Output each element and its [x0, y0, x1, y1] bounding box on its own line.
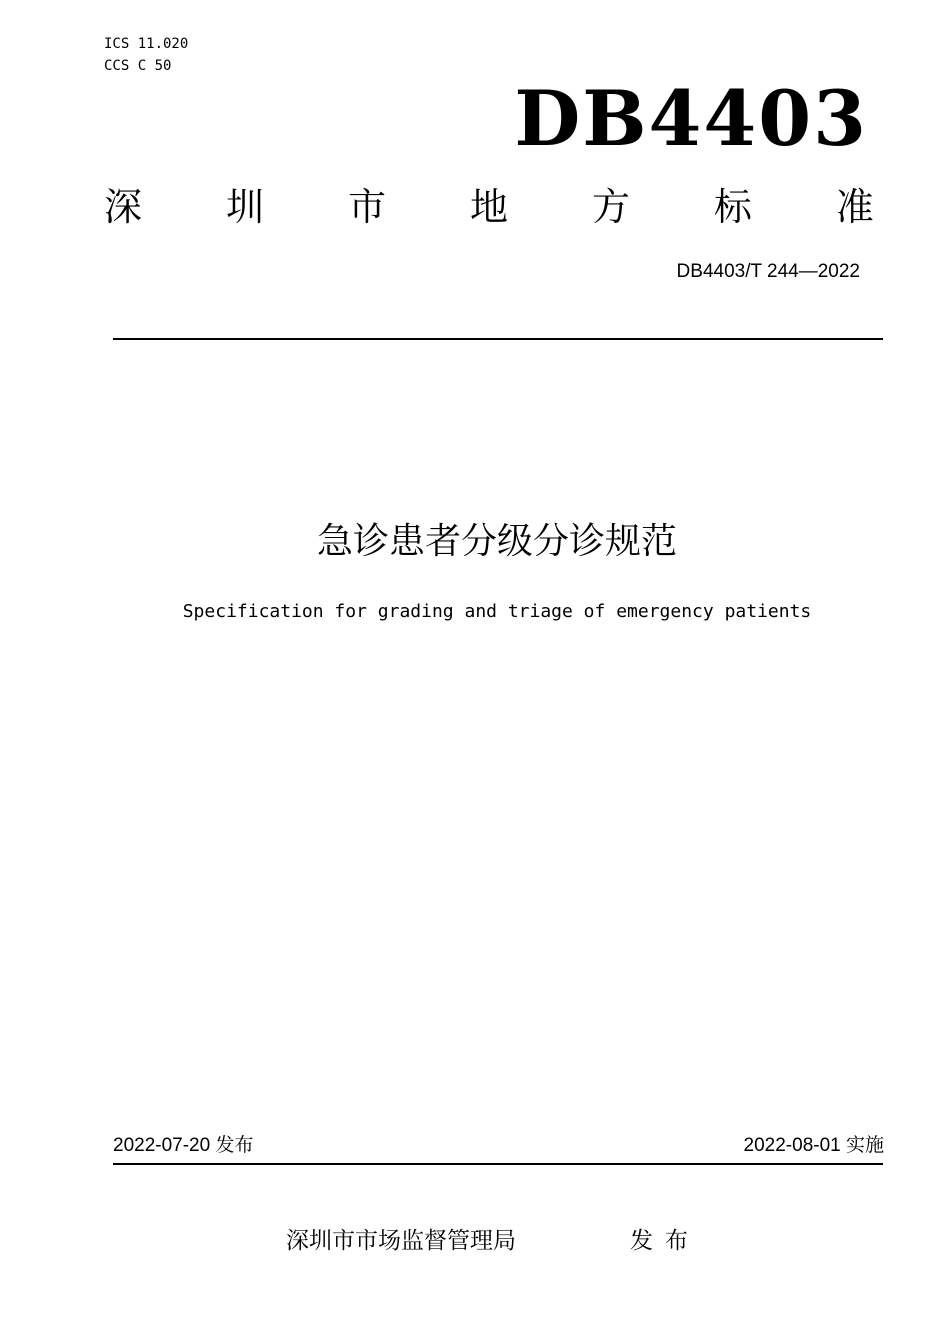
- issuing-authority: 深圳市市场监督管理局: [286, 1228, 516, 1254]
- standard-type-char: 地: [469, 185, 508, 229]
- standard-type-char: 深: [104, 185, 143, 229]
- ccs-code: CCS C 50: [104, 58, 172, 74]
- standard-number: DB4403/T 244—2022: [676, 261, 860, 282]
- standard-type-char: 方: [591, 185, 630, 229]
- document-title-chinese: 急诊患者分级分诊规范: [316, 521, 677, 562]
- standard-type: [104, 182, 874, 232]
- header-divider: [113, 338, 883, 340]
- standard-type-char: 标: [713, 185, 752, 229]
- issuing-action: 发布: [630, 1228, 700, 1254]
- standard-logo: DB4403: [514, 74, 868, 163]
- footer-divider: [113, 1163, 883, 1165]
- ics-code: ICS 11.020: [104, 36, 189, 52]
- standard-type-char: 圳: [225, 185, 264, 229]
- implementation-date: 2022-08-01 实施: [743, 1135, 884, 1156]
- document-title-english: Specification for grading and triage of emergency patients: [182, 601, 812, 622]
- standard-type-char: 准: [835, 185, 874, 229]
- issue-date: 2022-07-20 发布: [113, 1135, 254, 1156]
- standard-type-char: 市: [347, 185, 386, 229]
